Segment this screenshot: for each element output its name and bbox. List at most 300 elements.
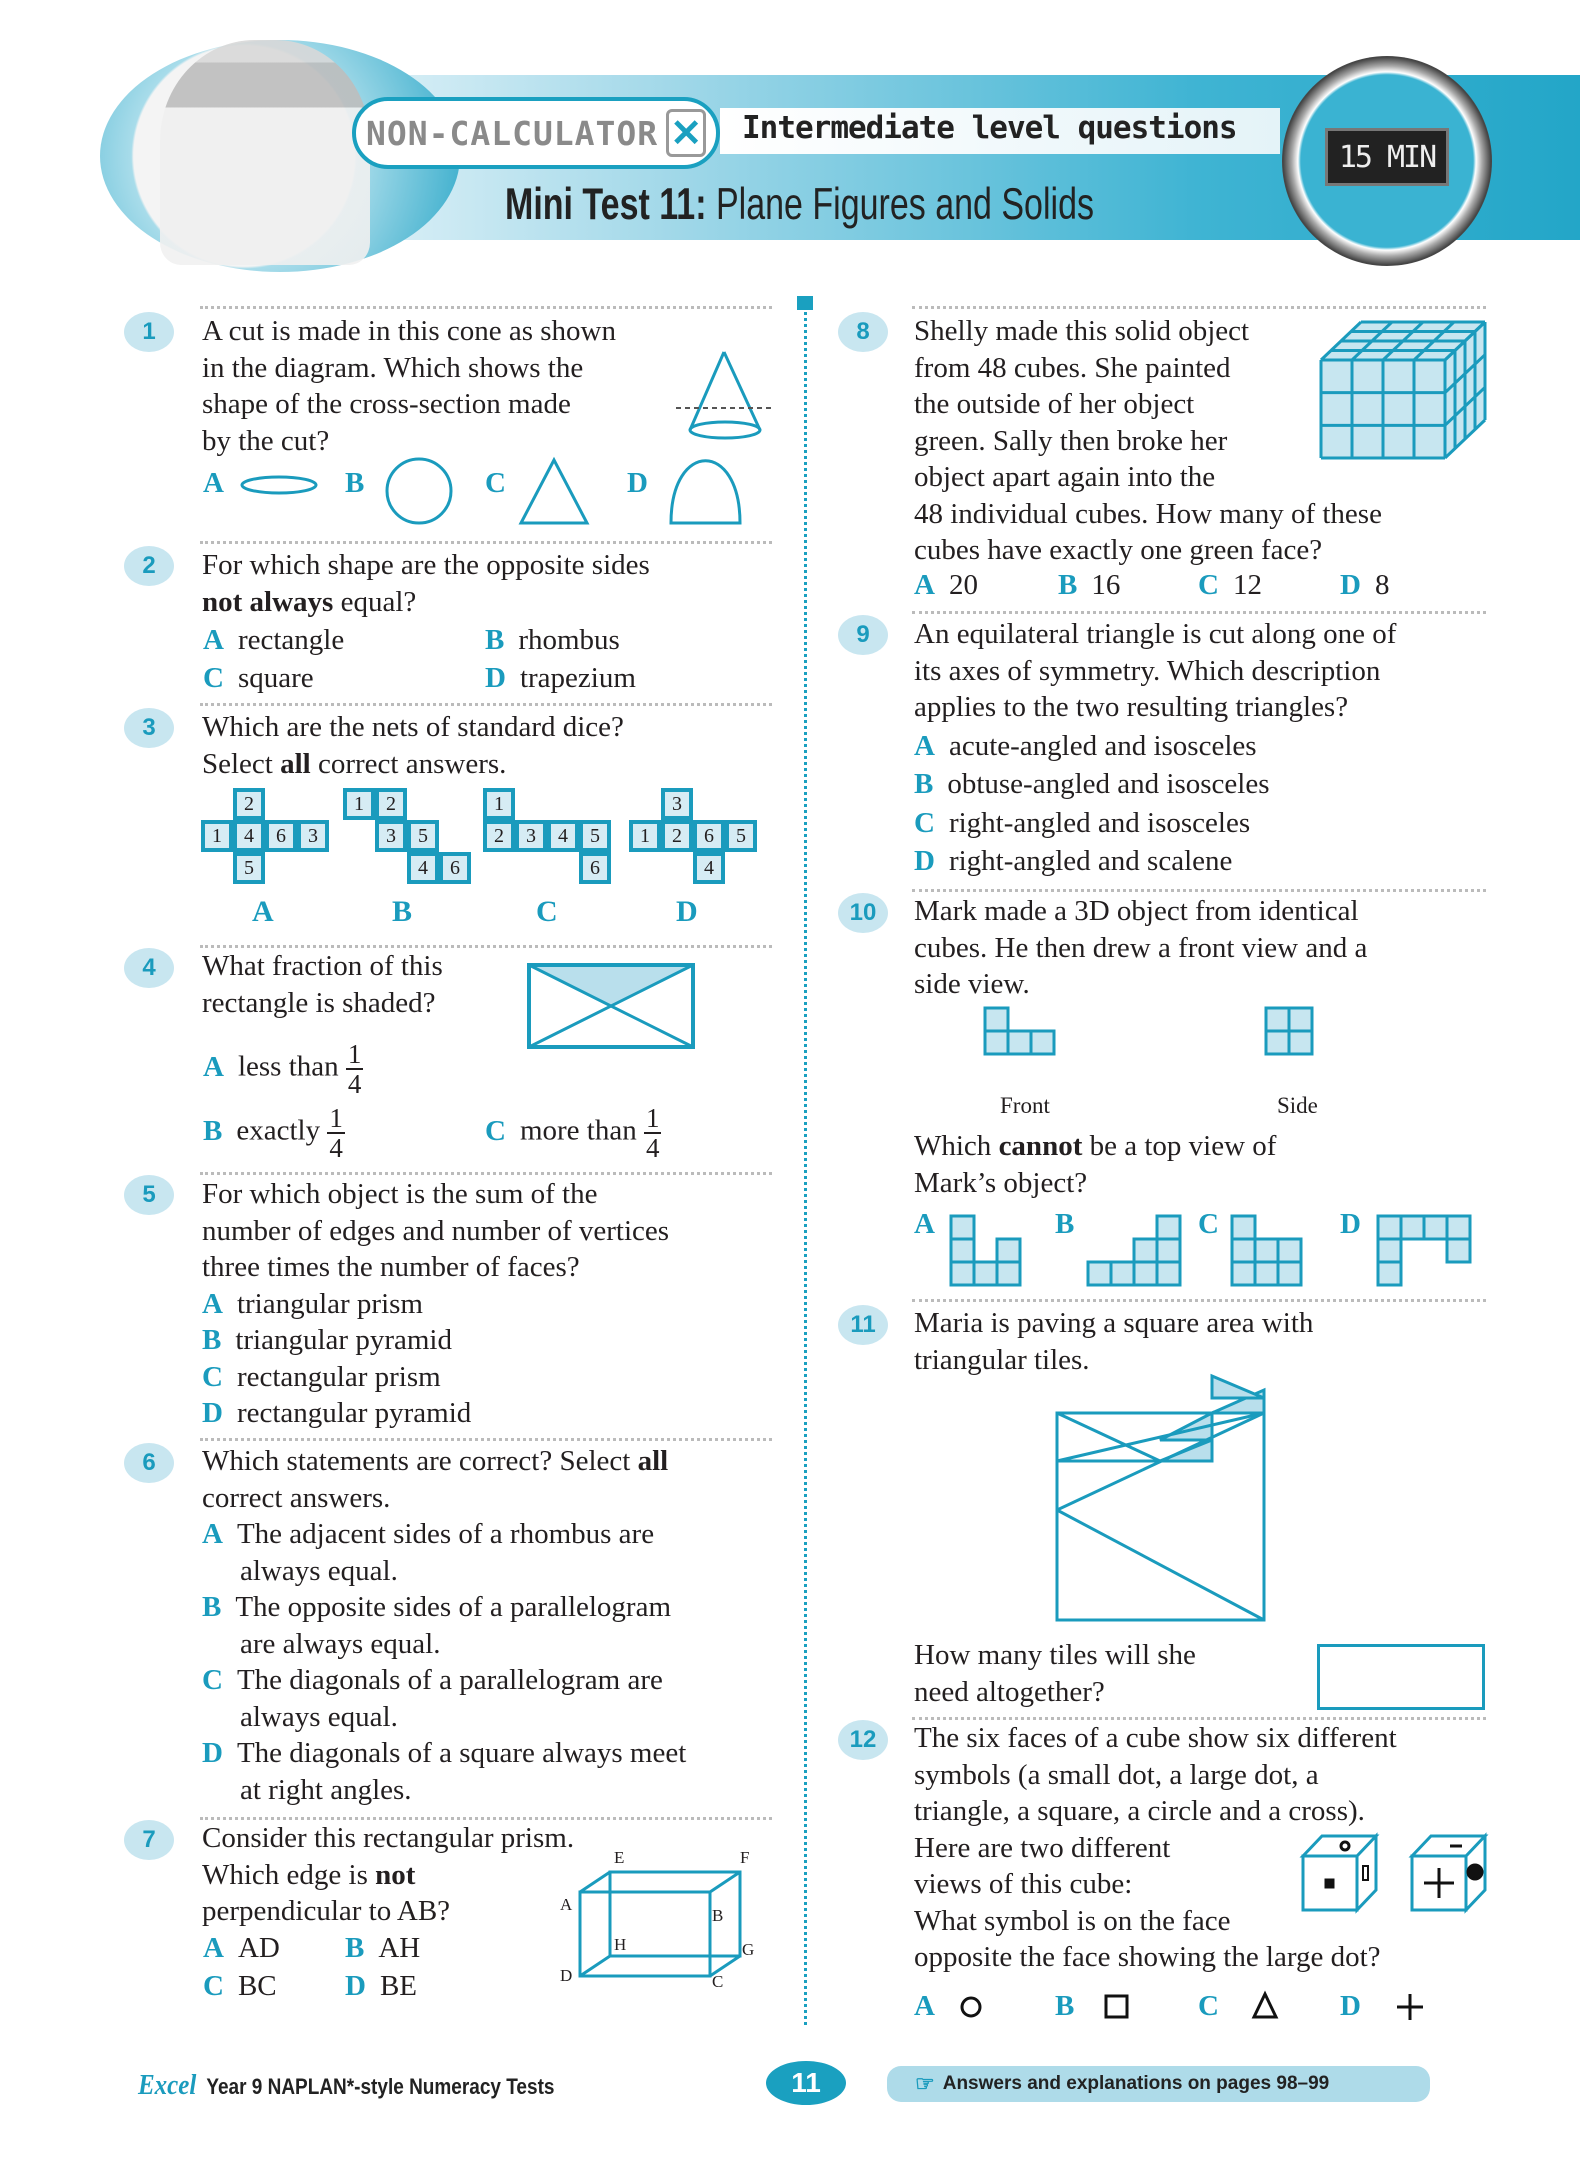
student-figure — [160, 40, 370, 265]
title-rest: Plane Figures and Solids — [706, 180, 1094, 230]
text-line: cubes have exactly one green face? — [914, 534, 1323, 566]
option-letter: D — [202, 1397, 223, 1429]
net-cell: 1 — [343, 788, 375, 820]
view-cell — [1008, 1031, 1031, 1054]
triangle-shape — [521, 460, 587, 523]
option-letter: C — [203, 1970, 224, 2002]
net-cell: 5 — [579, 820, 611, 852]
option-text: The adjacent sides of a rhombus are — [236, 1518, 655, 1550]
view-cell — [985, 1031, 1008, 1054]
text-line: side view. — [914, 968, 1030, 1000]
option-letter: B — [202, 1324, 222, 1356]
option-d[interactable] — [485, 660, 636, 697]
net-cell: 6 — [265, 820, 297, 852]
view-cell — [951, 1216, 974, 1239]
option-letter: A — [914, 729, 935, 762]
text-line — [202, 1443, 686, 1480]
net-cell: 5 — [725, 820, 757, 852]
option-text: less than — [237, 1050, 339, 1083]
net-cell: 1 — [483, 788, 515, 820]
text-line: For which object is the sum of the — [202, 1178, 598, 1210]
text-line: the outside of her object — [914, 388, 1195, 420]
option-c[interactable] — [202, 1662, 686, 1735]
option-b[interactable] — [202, 1589, 686, 1662]
net-cell: 6 — [693, 820, 725, 852]
fraction — [327, 1104, 345, 1162]
option-letter: C — [203, 662, 224, 694]
text-line: rectangle is shaded? — [202, 986, 436, 1019]
option-d[interactable]: D — [1340, 1990, 1361, 2022]
net-cell: 3 — [515, 820, 547, 852]
emphasis: all — [280, 747, 311, 780]
ellipse-shape — [242, 477, 316, 493]
option-text: rhombus — [518, 624, 620, 656]
text-line: What symbol is on the face — [914, 1904, 1231, 1937]
option-d[interactable]: D — [1340, 1208, 1361, 1240]
front-view — [985, 1008, 1054, 1054]
text-pre: Which statements are correct? Select — [202, 1445, 638, 1477]
text-line — [202, 746, 624, 783]
separator — [200, 703, 772, 706]
option-letter: C — [1198, 569, 1219, 601]
view-cell — [1088, 1262, 1111, 1285]
text-line: three times the number of faces? — [202, 1251, 580, 1283]
question-number: 3 — [124, 708, 174, 748]
top-view-d — [1378, 1216, 1470, 1285]
square-symbol-icon — [1106, 1996, 1127, 2017]
option-letter: B — [203, 1114, 223, 1147]
option-c[interactable] — [202, 1359, 669, 1396]
view-cell — [1289, 1008, 1312, 1031]
view-cell — [1157, 1262, 1180, 1285]
separator — [200, 1438, 772, 1441]
net-option-label[interactable]: B — [392, 895, 413, 928]
view-cell — [1447, 1216, 1470, 1239]
option-letter: B — [202, 1591, 222, 1623]
question-text — [202, 1820, 574, 1930]
option-text: AH — [378, 1932, 421, 1964]
text-line: views of this cube: — [914, 1868, 1133, 1900]
top-view-b — [1088, 1216, 1180, 1285]
net-option-label[interactable]: A — [252, 895, 274, 928]
option-c[interactable]: C — [1198, 1990, 1219, 2022]
question-number: 8 — [838, 312, 888, 352]
view-cell — [974, 1262, 997, 1285]
emphasis: cannot — [998, 1130, 1083, 1162]
net-cell: 5 — [407, 820, 439, 852]
option-d[interactable] — [202, 1735, 686, 1808]
option-d[interactable]: D — [627, 467, 648, 499]
option-c[interactable] — [914, 805, 1396, 842]
option-b[interactable]: B — [345, 467, 365, 499]
option-letter: A — [914, 569, 935, 601]
option-text: The diagonals of a parallelogram are — [236, 1664, 663, 1696]
top-view-a — [951, 1216, 1020, 1285]
page-title — [505, 180, 1094, 231]
view-cell — [997, 1239, 1020, 1262]
text-line — [202, 584, 650, 621]
option-text: The opposite sides of a parallelogram — [235, 1591, 672, 1623]
text-line: its axes of symmetry. Which description — [914, 654, 1381, 687]
option-a[interactable] — [202, 1286, 669, 1323]
numerator: 1 — [329, 1103, 343, 1133]
text-line: Shelly made this solid object — [914, 315, 1250, 347]
option-b[interactable] — [914, 766, 1396, 803]
text-rest: equal? — [333, 585, 417, 618]
book-title: Year 9 NAPLAN*-style Numeracy Tests — [206, 2075, 555, 2100]
text-line: What fraction of this — [202, 950, 443, 982]
text-line: A cut is made in this cone as shown — [202, 315, 617, 347]
net-cell: 2 — [233, 788, 265, 820]
text-pre: Which — [914, 1130, 999, 1162]
option-letter: A — [203, 1050, 224, 1083]
view-cell — [1134, 1239, 1157, 1262]
question-number: 12 — [838, 1720, 888, 1760]
option-letter: D — [345, 1970, 366, 2002]
question-number: 5 — [124, 1175, 174, 1215]
option-c[interactable]: C — [1198, 1208, 1219, 1240]
text-rest: be a top view of — [1082, 1130, 1277, 1162]
option-text: are always equal. — [240, 1627, 441, 1660]
text-line: opposite the face showing the large dot? — [914, 1941, 1381, 1973]
option-letter: C — [485, 1114, 506, 1147]
view-cell — [1378, 1262, 1401, 1285]
separator — [200, 306, 772, 309]
option-d[interactable] — [202, 1395, 669, 1432]
vertex-label: E — [614, 1848, 625, 1867]
text-line — [914, 1128, 1276, 1165]
option-text: 12 — [1232, 569, 1262, 601]
question-text — [914, 1637, 1196, 1710]
fraction — [346, 1040, 364, 1098]
question-text — [914, 313, 1382, 569]
option-a[interactable] — [203, 622, 344, 659]
text-line — [202, 1857, 574, 1894]
option-letter: A — [203, 624, 224, 656]
question-text — [202, 313, 616, 459]
question-text — [202, 547, 650, 620]
option-d[interactable] — [345, 1968, 417, 2005]
view-cell — [1255, 1239, 1278, 1262]
triangle-symbol-icon — [1254, 1994, 1276, 2017]
option-a[interactable] — [202, 1516, 686, 1589]
option-d[interactable] — [914, 843, 1396, 880]
option-letter: A — [202, 1518, 223, 1550]
option-b[interactable] — [203, 1104, 345, 1162]
text-line: perpendicular to AB? — [202, 1895, 451, 1927]
question-text — [202, 1443, 686, 1808]
option-letter: C — [202, 1360, 223, 1393]
option-a[interactable] — [203, 1930, 280, 1967]
top-view-c — [1232, 1216, 1301, 1285]
view-cell — [1157, 1239, 1180, 1262]
view-cell — [1232, 1262, 1255, 1285]
text-line: symbols (a small dot, a large dot, a — [914, 1758, 1319, 1791]
view-cell — [1266, 1031, 1289, 1054]
emphasis: not — [375, 1858, 416, 1891]
option-b[interactable] — [1058, 567, 1120, 604]
text-line: For which shape are the opposite sides — [202, 549, 650, 581]
non-calculator-badge — [352, 97, 720, 169]
option-letter: D — [1340, 569, 1361, 601]
option-b[interactable] — [202, 1322, 669, 1359]
option-a[interactable]: A — [203, 467, 224, 499]
question-text — [914, 616, 1396, 880]
option-letter: B — [345, 1932, 365, 1964]
text-line: triangular tiles. — [914, 1343, 1090, 1376]
option-a[interactable]: A — [914, 1208, 935, 1240]
text-line: Mark made a 3D object from identical — [914, 895, 1359, 927]
view-cell — [1378, 1216, 1401, 1239]
question-number: 9 — [838, 615, 888, 655]
net-cell: 1 — [201, 820, 233, 852]
option-a[interactable] — [914, 728, 1396, 765]
option-text: BE — [379, 1970, 418, 2002]
view-cell — [1255, 1262, 1278, 1285]
view-cell — [1157, 1216, 1180, 1239]
view-cell — [1401, 1216, 1424, 1239]
text-line: triangle, a square, a circle and a cross). — [914, 1795, 1365, 1827]
option-b[interactable]: B — [1055, 1208, 1075, 1240]
separator — [200, 541, 772, 544]
option-text: BC — [237, 1970, 277, 2002]
text-line: Consider this rectangular prism. — [202, 1822, 575, 1854]
text-line: green. Sally then broke her — [914, 424, 1228, 457]
text-line: object apart again into the — [914, 461, 1216, 493]
option-text: always equal. — [240, 1700, 398, 1733]
text-line: applies to the two resulting triangles? — [914, 691, 1349, 723]
net-cell: 4 — [547, 820, 579, 852]
text-line: cubes. He then drew a front view and a — [914, 931, 1368, 964]
fraction — [644, 1104, 662, 1162]
option-letter: C — [914, 806, 935, 839]
text-line: 48 individual cubes. How many of these — [914, 497, 1382, 530]
question-text — [202, 1176, 669, 1432]
view-cell — [1111, 1262, 1134, 1285]
separator — [912, 306, 1486, 309]
option-letter: B — [914, 768, 934, 800]
option-text: always equal. — [240, 1554, 398, 1587]
text-line: An equilateral triangle is cut along one of — [914, 618, 1397, 650]
net-option-label[interactable]: D — [676, 895, 698, 928]
question-text — [202, 948, 443, 1021]
vertex-label: C — [712, 1972, 724, 1991]
answer-box[interactable] — [1317, 1644, 1485, 1710]
view-cell — [985, 1008, 1008, 1031]
text-line: Which are the nets of standard dice? — [202, 711, 624, 743]
text-line: How many tiles will she — [914, 1639, 1196, 1671]
net-cell: 3 — [297, 820, 329, 852]
option-c[interactable] — [203, 660, 314, 697]
denominator: 4 — [347, 1069, 362, 1099]
view-cell — [1031, 1031, 1054, 1054]
option-text: AD — [237, 1932, 280, 1964]
text-rest: correct answers. — [310, 747, 507, 780]
circle-shape — [387, 459, 451, 523]
option-a[interactable] — [203, 1040, 363, 1098]
text-line: Here are two different — [914, 1831, 1171, 1864]
option-text: obtuse-angled and isosceles — [947, 768, 1270, 800]
view-cell — [951, 1239, 974, 1262]
text-line: Mark’s object? — [914, 1166, 1088, 1199]
text-line: Maria is paving a square area with — [914, 1307, 1314, 1339]
net-cell: 5 — [233, 852, 265, 884]
pointing-hand-icon: ☞ — [915, 2071, 935, 2096]
option-text: right-angled and scalene — [948, 845, 1233, 877]
option-c[interactable] — [203, 1968, 277, 2005]
answers-reference[interactable] — [887, 2066, 1430, 2102]
text-line: by the cut? — [202, 424, 330, 457]
option-letter: D — [485, 662, 506, 694]
option-letter: D — [914, 845, 935, 877]
option-letter: B — [1058, 569, 1078, 601]
option-c[interactable]: C — [485, 467, 506, 499]
net-cell: 2 — [483, 820, 515, 852]
separator — [912, 611, 1486, 614]
question-text — [202, 709, 624, 782]
text-line: number of edges and number of vertices — [202, 1214, 670, 1247]
front-view-label: Front — [1000, 1093, 1050, 1118]
option-text: triangular pyramid — [235, 1324, 452, 1356]
column-divider — [804, 300, 807, 2025]
separator — [200, 1172, 772, 1175]
option-letter: C — [202, 1664, 223, 1696]
view-cell — [1378, 1239, 1401, 1262]
text-line: from 48 cubes. She painted — [914, 351, 1231, 384]
option-text: The diagonals of a square always meet — [236, 1737, 687, 1769]
separator — [912, 1299, 1486, 1302]
net-cell: 4 — [407, 852, 439, 884]
view-cell — [1232, 1216, 1255, 1239]
question-number: 1 — [124, 312, 174, 352]
option-d[interactable] — [1340, 567, 1389, 604]
option-b[interactable] — [345, 1930, 420, 1967]
arch-shape — [671, 461, 740, 523]
net-cell: 6 — [439, 852, 471, 884]
level-label: Intermediate level questions — [742, 110, 1237, 146]
option-text: more than — [519, 1114, 637, 1147]
question-number: 7 — [124, 1820, 174, 1860]
text-pre: Select — [202, 747, 281, 780]
side-view-label: Side — [1277, 1093, 1318, 1118]
net-cell: 3 — [375, 820, 407, 852]
timer-display: 15 MIN — [1325, 128, 1449, 186]
option-symbols — [0, 0, 1, 1]
view-cell — [1232, 1239, 1255, 1262]
option-text: acute-angled and isosceles — [948, 729, 1257, 762]
text-line: in the diagram. Which shows the — [202, 351, 584, 384]
question-text — [914, 1305, 1313, 1378]
brand-logo: Excel — [138, 2069, 197, 2101]
view-cell — [951, 1262, 974, 1285]
question-number: 2 — [124, 546, 174, 586]
option-text: 8 — [1374, 569, 1390, 601]
option-text: rectangle — [237, 624, 345, 656]
question-text — [914, 893, 1367, 1003]
page-number: 11 — [766, 2061, 846, 2105]
option-letter: B — [485, 624, 505, 656]
net-cell: 6 — [579, 852, 611, 884]
text-line: correct answers. — [202, 1481, 391, 1514]
view-cell — [997, 1262, 1020, 1285]
option-c[interactable] — [1198, 567, 1262, 604]
view-cell — [1424, 1216, 1447, 1239]
vertex-label: A — [560, 1895, 573, 1914]
option-text: at right angles. — [240, 1773, 412, 1806]
title-bold: Mini Test 11: — [505, 180, 707, 230]
option-text: right-angled and isosceles — [948, 806, 1251, 839]
text-pre: Which edge is — [202, 1858, 376, 1891]
text-line: need altogether? — [914, 1675, 1105, 1708]
separator — [912, 889, 1486, 892]
numerator: 1 — [347, 1039, 362, 1069]
circle-symbol-icon — [962, 1998, 980, 2016]
option-text: triangular prism — [236, 1287, 423, 1320]
footer-book — [138, 2070, 554, 2102]
question-text — [914, 1128, 1276, 1201]
denominator: 4 — [329, 1133, 343, 1163]
option-c[interactable] — [485, 1104, 661, 1162]
net-cell: 4 — [693, 852, 725, 884]
answers-text: Answers and explanations on pages 98–99 — [942, 2073, 1330, 2094]
view-cell — [1278, 1239, 1301, 1262]
option-a[interactable] — [914, 567, 978, 604]
option-text: exactly — [236, 1114, 321, 1147]
net-cell: 3 — [661, 788, 693, 820]
option-letter: A — [203, 1932, 224, 1964]
cross-symbol-icon — [1397, 1994, 1423, 2020]
option-text: 20 — [948, 569, 978, 601]
vertex-label: H — [614, 1935, 627, 1954]
emphasis: all — [637, 1445, 669, 1477]
view-cell — [1266, 1008, 1289, 1031]
net-cell: 2 — [375, 788, 407, 820]
view-cell — [1278, 1262, 1301, 1285]
emphasis: not always — [202, 585, 334, 618]
divider-marker — [797, 296, 813, 310]
option-text: rectangular pyramid — [236, 1397, 472, 1429]
option-letter: D — [202, 1737, 223, 1769]
option-text: 16 — [1091, 569, 1121, 601]
text-line: shape of the cross-section made — [202, 388, 571, 420]
question-number: 10 — [838, 893, 888, 933]
vertex-label: D — [560, 1966, 573, 1985]
net-cell: 4 — [233, 820, 265, 852]
view-cell — [1134, 1262, 1157, 1285]
option-text: rectangular prism — [236, 1360, 441, 1393]
net-option-label[interactable]: C — [536, 895, 558, 928]
option-b[interactable] — [485, 622, 620, 659]
option-text: trapezium — [519, 662, 636, 694]
net-cell: 2 — [661, 820, 693, 852]
view-cell — [1447, 1239, 1470, 1262]
net-cell: 1 — [629, 820, 661, 852]
question-number: 4 — [124, 948, 174, 988]
option-text: square — [237, 662, 314, 694]
question-number: 11 — [838, 1305, 888, 1345]
option-letter: A — [202, 1287, 223, 1320]
side-view — [1266, 1008, 1312, 1054]
crossed-calculator-icon: ✕ — [666, 109, 706, 157]
option-a[interactable]: A — [914, 1990, 935, 2022]
badge-label: NON-CALCULATOR — [366, 113, 659, 153]
view-cell — [1289, 1031, 1312, 1054]
text-line: The six faces of a cube show six different — [914, 1722, 1397, 1754]
vertex-label: F — [740, 1848, 750, 1867]
question-number: 6 — [124, 1443, 174, 1483]
vertex-label: G — [742, 1940, 755, 1959]
option-b[interactable]: B — [1055, 1990, 1075, 2022]
